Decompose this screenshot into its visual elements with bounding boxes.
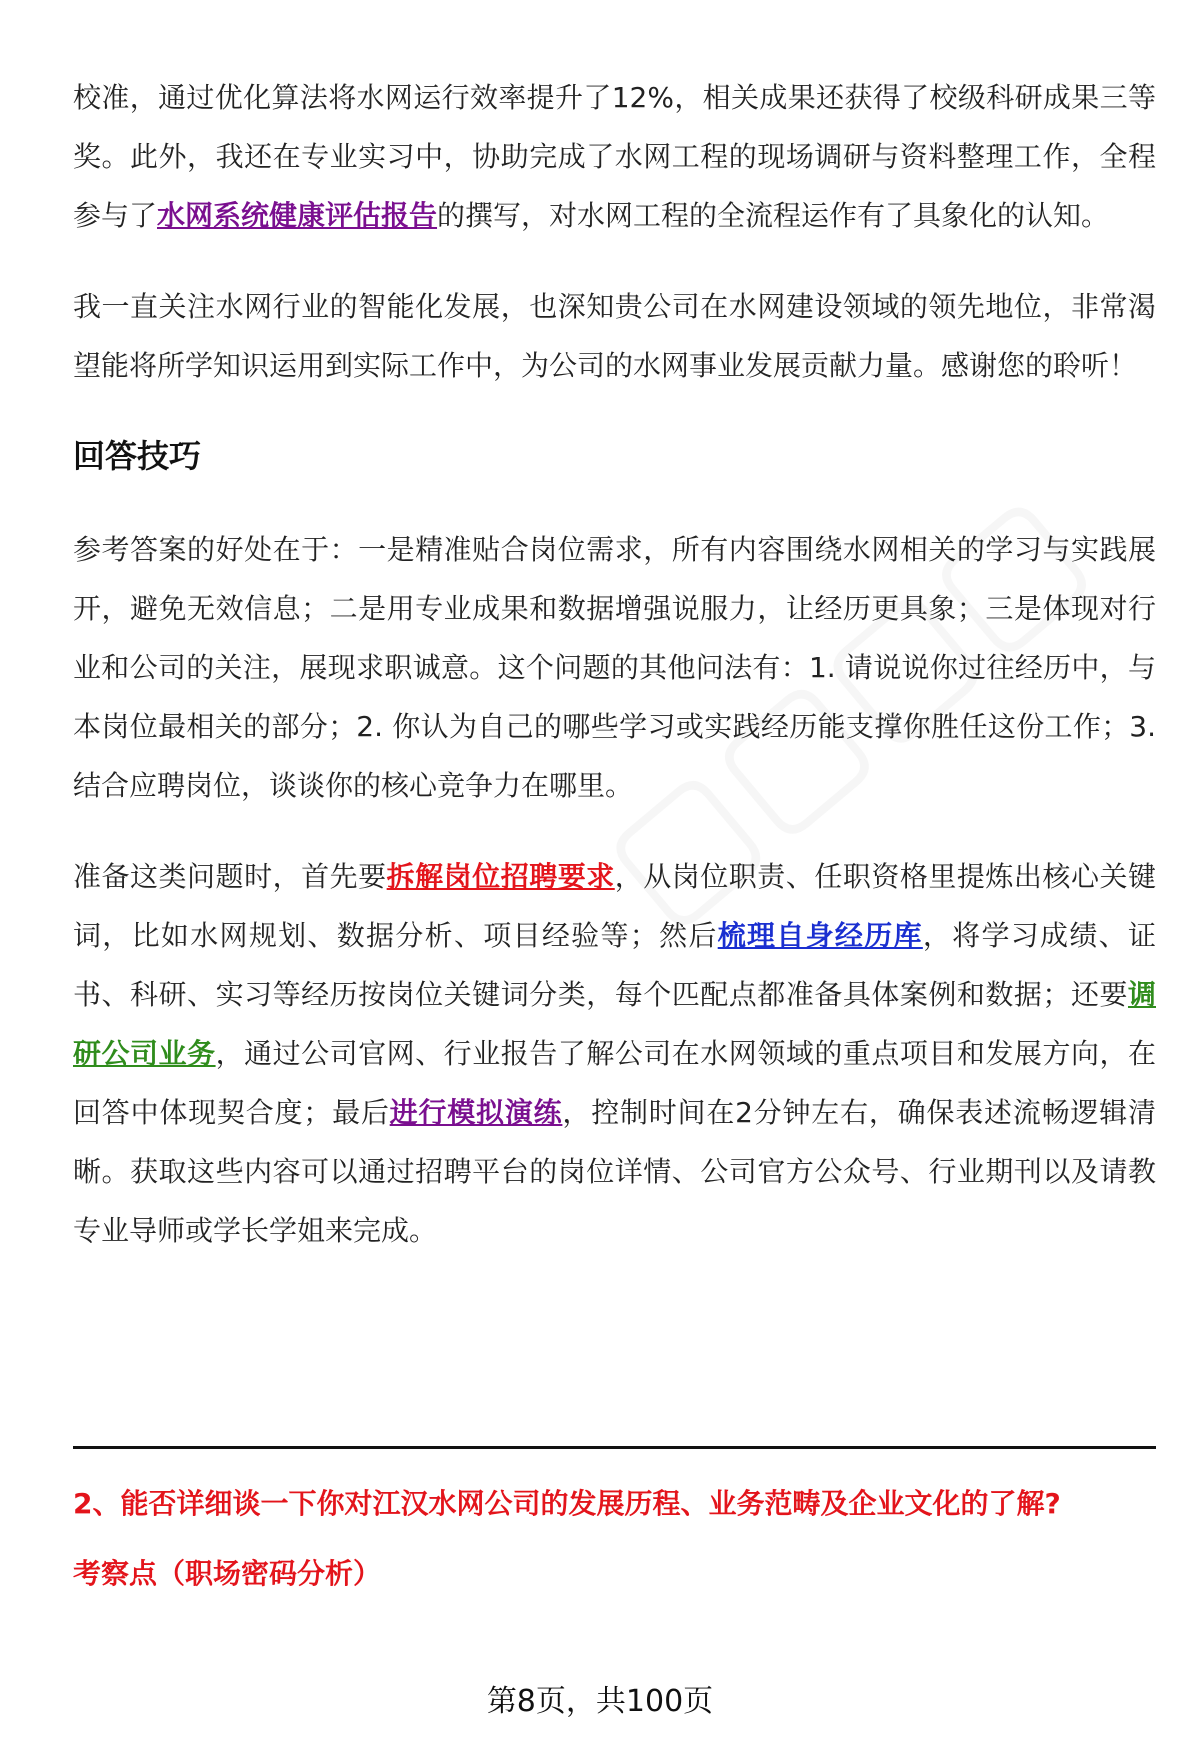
paragraph-closing: 我一直关注水网行业的智能化发展，也深知贵公司在水网建设领域的领先地位，非常渴望能将所学知识运用到实际工作中，为公司的水网事业发展贡献力量。感谢您的聆听！ [73, 290, 1156, 382]
text: ，将学习成绩、证书、科研、实习等经历按岗位关键词分类，每个匹配点都准备具体案例和数据；还要 [73, 919, 1156, 1011]
link-company-research[interactable]: 调研公司业务 [73, 978, 1156, 1070]
link-mock-practice[interactable]: 进行模拟演练 [389, 1096, 563, 1129]
paragraph-experience [73, 68, 1156, 245]
text: 的撰写，对水网工程的全流程运作有了具象化的认知。 [437, 199, 1110, 232]
link-job-requirements[interactable]: 拆解岗位招聘要求 [386, 860, 615, 893]
text: ，从岗位职责、任职资格里提炼出核心关键词，比如水网规划、数据分析、项目经验等；然后 [73, 860, 1156, 952]
text: ，控制时间在2分钟左右，确保表述流畅逻辑清晰。获取这些内容可以通过招聘平台的岗位详情、公司官方公众号、行业期刊以及请教专业导师或学长学姐来完成。 [73, 1096, 1156, 1247]
section-heading: 回答技巧 [73, 437, 202, 475]
text: 校准，通过优化算法将水网运行效率提升了12%，相关成果还获得了校级科研成果三等奖。此外，我还在专业实习中，协助完成了水网工程的现场调研与资料整理工作，全程参与了 [73, 81, 1156, 232]
text: 准备这类问题时，首先要 [73, 860, 387, 893]
paragraph-tips: 参考答案的好处在于：一是精准贴合岗位需求，所有内容围绕水网相关的学习与实践展开，避免无效信息；二是用专业成果和数据增强说服力，让经历更具象；三是体现对行业和公司的关注，展现求职诚意。这个问题的其他问法有：1. 请说说你过往经历中，与本岗位最相关的部分；2. 你认为自己的哪些学习或实践经历能支撑你胜任这份工作；3. 结合应聘岗位，谈谈你的核心竞争力在哪里。 [73, 533, 1156, 802]
text: ，通过公司官网、行业报告了解公司在水网领域的重点项目和发展方向，在回答中体现契合度；最后 [73, 1037, 1156, 1129]
question-title: 2、能否详细谈一下你对江汉水网公司的发展历程、业务范畴及企业文化的了解? [73, 1487, 1061, 1520]
paragraph-preparation [73, 847, 1156, 1260]
divider [73, 1446, 1156, 1449]
question-subheading: 考察点（职场密码分析） [73, 1557, 382, 1590]
link-health-report[interactable]: 水网系统健康评估报告 [157, 199, 438, 232]
document-body [73, 68, 1156, 1292]
page-number: 第8页，共100页 [486, 1684, 714, 1719]
link-experience-library[interactable]: 梳理自身经历库 [717, 919, 923, 952]
